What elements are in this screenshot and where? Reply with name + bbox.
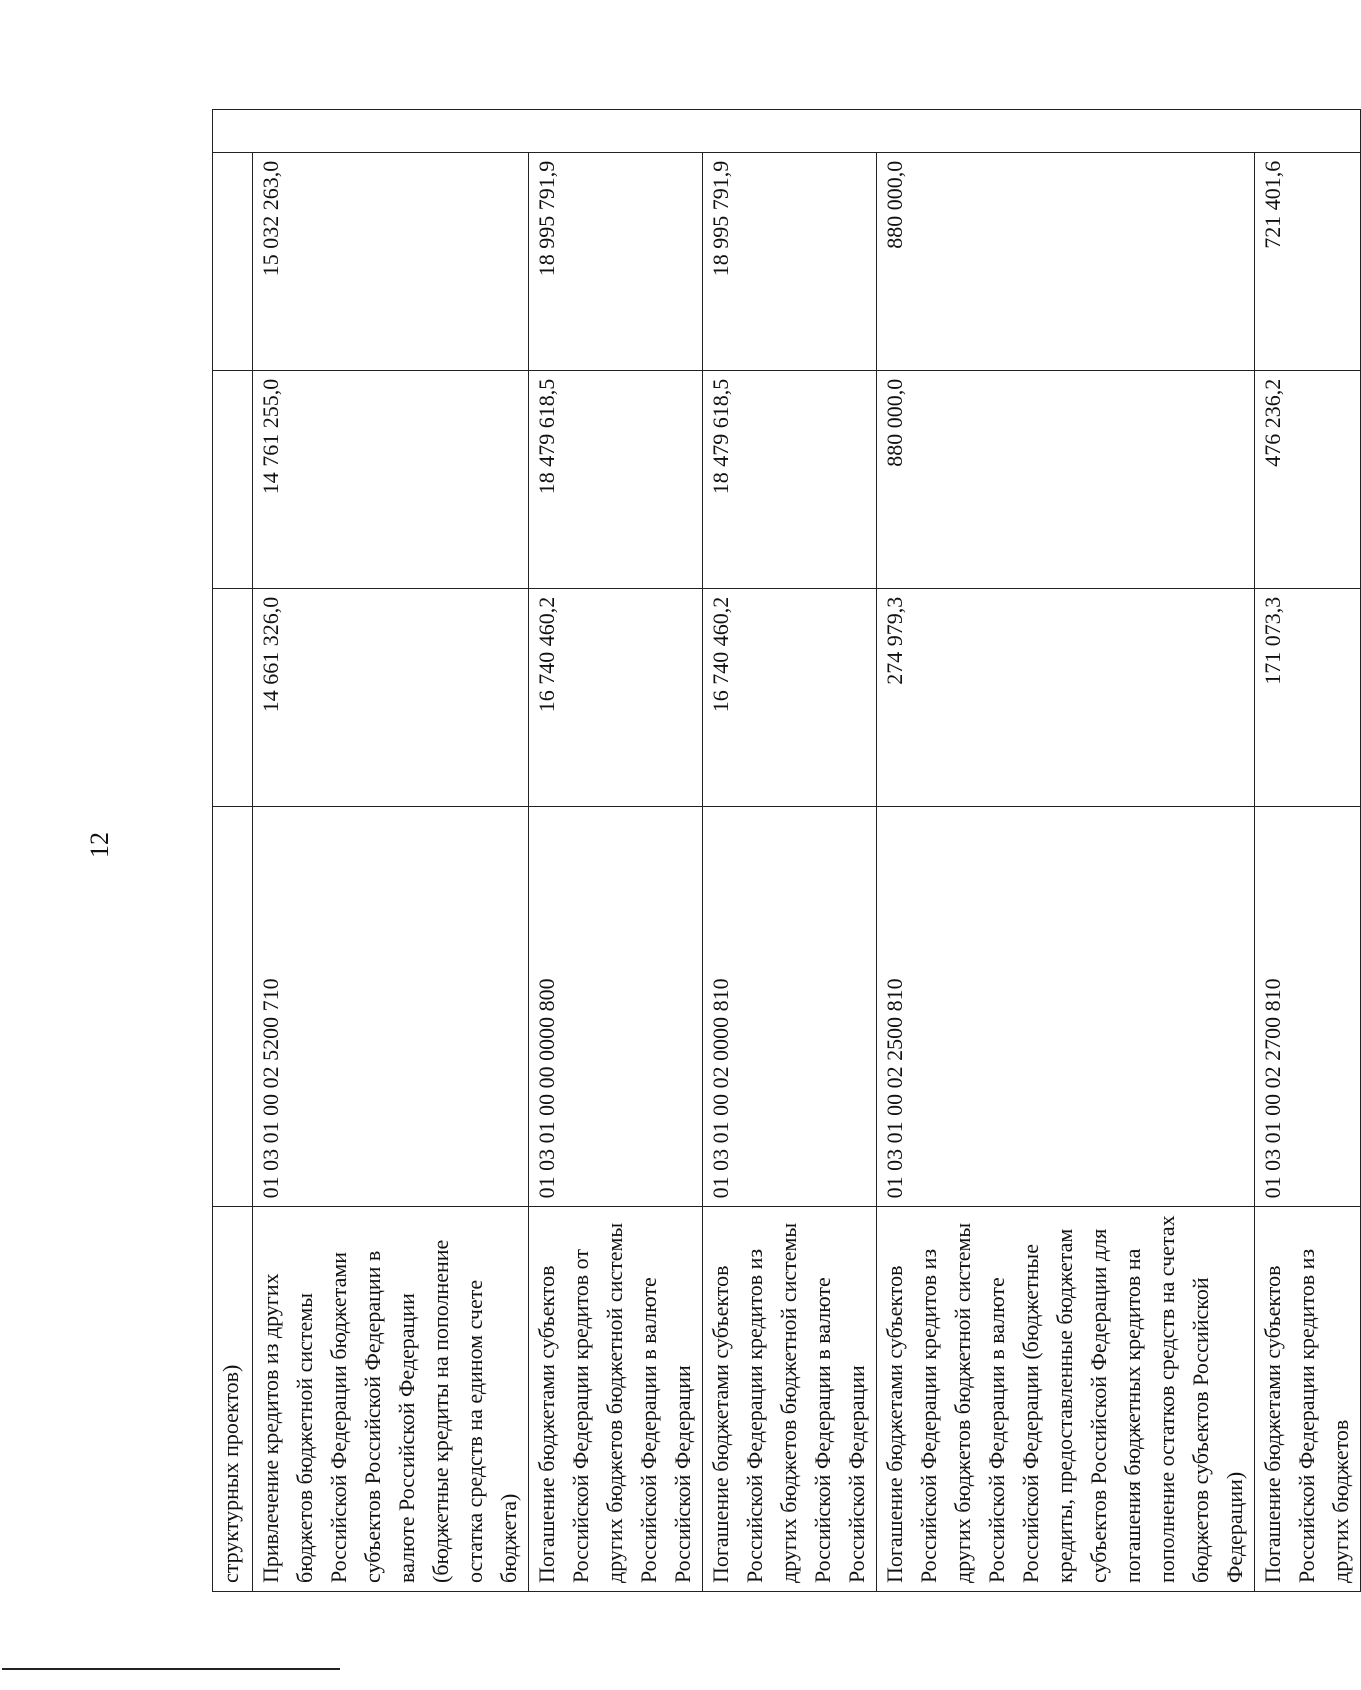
cell-value-2: 14 761 255,0 [253, 370, 529, 588]
cell-code: 01 03 01 00 02 2500 810 [877, 806, 1255, 1207]
page-number: 12 [85, 832, 114, 858]
table-row [529, 110, 703, 1592]
table-row [877, 110, 1255, 1592]
cell-value-2: 18 479 618,5 [529, 370, 703, 588]
cell-value-1: 274 979,3 [877, 588, 1255, 806]
cell-value-3 [213, 152, 253, 370]
cell-description: Погашение бюджетами субъектов Российской Федерации кредитов из других бюджетов [1255, 1207, 1361, 1592]
cell-description: Привлечение кредитов из других бюджетов бюджетной системы Российской Федерации бюджетами субъектов Российской Федерации в валюте Российской Федерации (бюджетные кредиты на пополнение остатка средств на едином счете бюджета) [253, 1207, 529, 1592]
cell-value-2: 880 000,0 [877, 370, 1255, 588]
cell-value-3: 721 401,6 [1255, 152, 1361, 370]
cell-value-2: 18 479 618,5 [703, 370, 877, 588]
cell-description: Погашение бюджетами субъектов Российской Федерации кредитов из других бюджетов бюджетной системы Российской Федерации в валюте Российской Федерации (бюджетные кредиты, предоставленные бюджетам субъектов Российской Федерации для погашения бюджетных кредитов на пополнение остатков средств на счетах бюджетов субъектов Российской Федерации) [877, 1207, 1255, 1592]
footnote-rule [2, 1668, 340, 1670]
table-row [213, 110, 253, 1592]
cell-blank-column [213, 110, 1361, 153]
cell-code: 01 03 01 00 02 2700 810 [1255, 806, 1361, 1207]
cell-code: 01 03 01 00 02 5200 710 [253, 806, 529, 1207]
cell-description: структурных проектов) [213, 1207, 253, 1592]
cell-value-2 [213, 370, 253, 588]
table-row [253, 110, 529, 1592]
cell-description: Погашение бюджетами субъектов Российской Федерации кредитов от других бюджетов бюджетной системы Российской Федерации в валюте Российской Федерации [529, 1207, 703, 1592]
cell-value-1: 14 661 326,0 [253, 588, 529, 806]
cell-code: 01 03 01 00 00 0000 800 [529, 806, 703, 1207]
cell-value-1 [213, 588, 253, 806]
cell-value-3: 15 032 263,0 [253, 152, 529, 370]
cell-value-1: 171 073,3 [1255, 588, 1361, 806]
budget-table [212, 109, 1361, 1592]
cell-code: 01 03 01 00 02 0000 810 [703, 806, 877, 1207]
cell-value-3: 18 995 791,9 [529, 152, 703, 370]
cell-code [213, 806, 253, 1207]
cell-value-3: 880 000,0 [877, 152, 1255, 370]
cell-value-3: 18 995 791,9 [703, 152, 877, 370]
cell-description: Погашение бюджетами субъектов Российской Федерации кредитов из других бюджетов бюджетной системы Российской Федерации в валюте Российской Федерации [703, 1207, 877, 1592]
cell-value-2: 476 236,2 [1255, 370, 1361, 588]
rotated-table-container [212, 109, 1353, 1592]
table-row [703, 110, 877, 1592]
cell-value-1: 16 740 460,2 [529, 588, 703, 806]
cell-value-1: 16 740 460,2 [703, 588, 877, 806]
table-row [1255, 110, 1361, 1592]
